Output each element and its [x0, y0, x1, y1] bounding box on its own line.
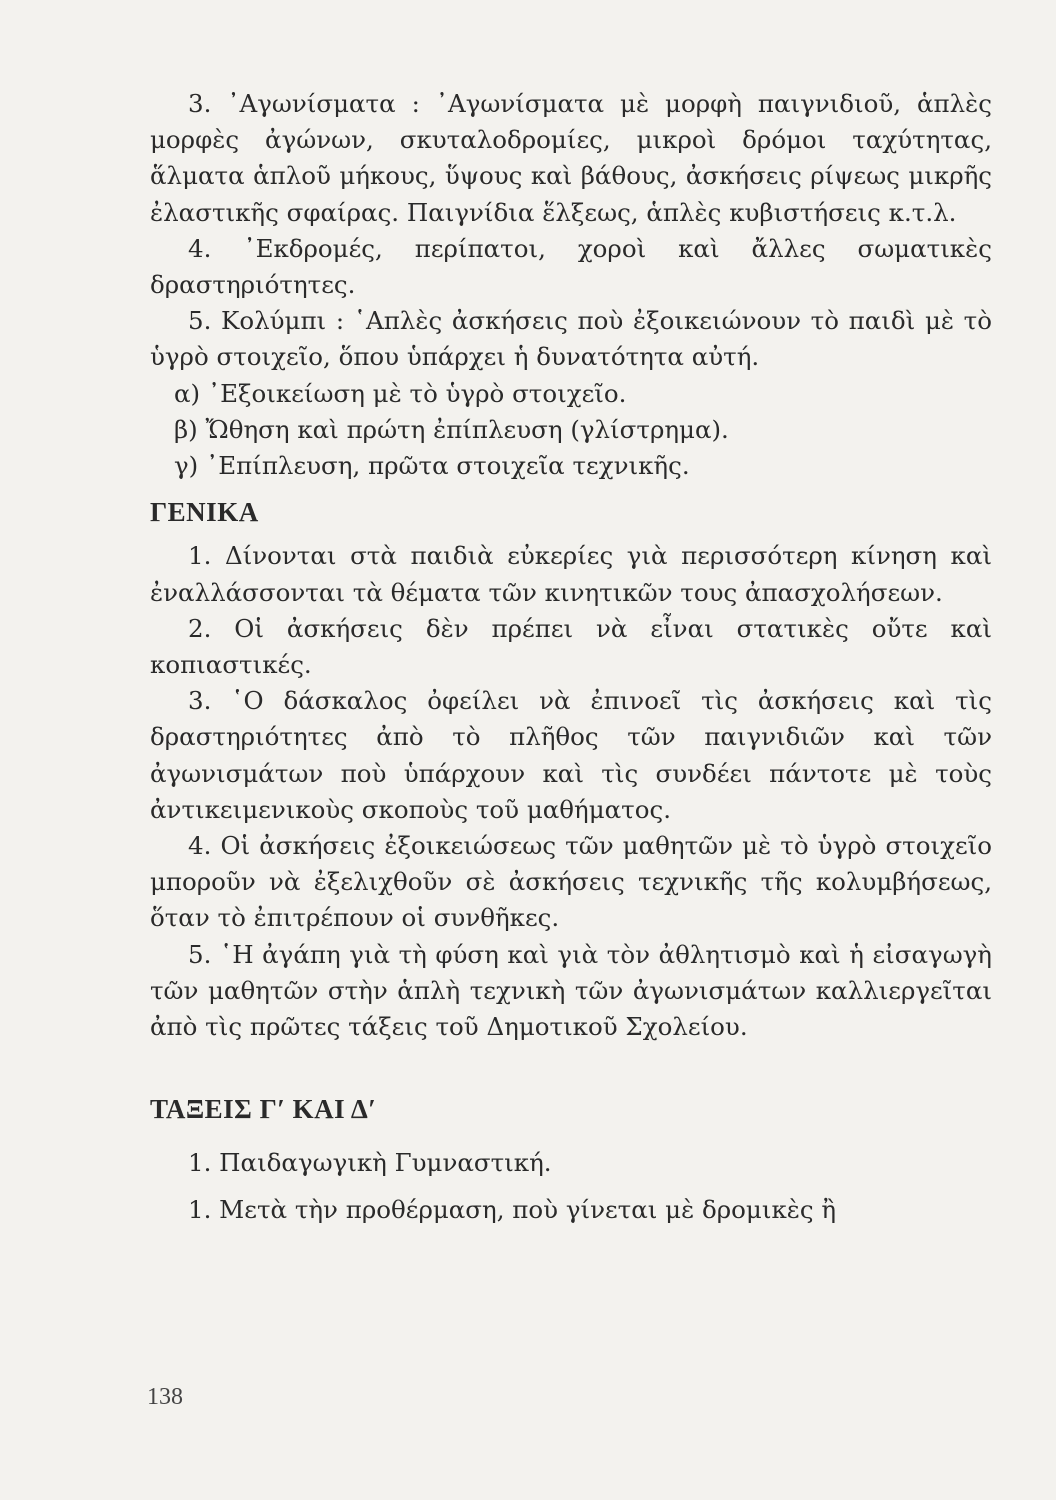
paragraph-kolympi: 5. Κολύμπι : ῾Απλὲς ἀσκήσεις ποὺ ἐξοικειώνουν τὸ παιδὶ μὲ τὸ ὑγρὸ στοιχεῖο, ὅπου ὑπάρχει ἡ δυνατότητα αὐτή.: [150, 306, 992, 372]
general-point-4: 4. Οἱ ἀσκήσεις ἐξοικειώσεως τῶν μαθητῶν μὲ τὸ ὑγρὸ στοιχεῖο μποροῦν νὰ ἐξελιχθοῦν σὲ ἀσκήσεις τεχνικῆς τῆς κολυμβήσεως, ὅταν τὸ ἐπιτρέπουν οἱ συνθῆκες.: [150, 831, 992, 933]
section-heading-genika: ΓΕΝΙΚΑ: [150, 497, 259, 528]
subitem-a: α) ᾿Εξοικείωση μὲ τὸ ὑγρὸ στοιχεῖο.: [174, 378, 627, 408]
text-block: [150, 86, 992, 1228]
general-point-3: 3. ῾Ο δάσκαλος ὀφείλει νὰ ἐπινοεῖ τὶς ἀσκήσεις καὶ τὶς δραστηριότητες ἀπὸ τὸ πλῆθος τῶν παιγνιδιῶν καὶ τῶν ἀγωνισμάτων ποὺ ὑπάρχουν καὶ τὶς συνδέει πάντοτε μὲ τοὺς ἀντικειμενικοὺς σκοποὺς τοῦ μαθήματος.: [150, 686, 992, 824]
general-point-5: 5. ῾Η ἀγάπη γιὰ τὴ φύση καὶ γιὰ τὸν ἀθλητισμὸ καὶ ἡ εἰσαγωγὴ τῶν μαθητῶν στὴν ἁπλὴ τεχνικὴ τῶν ἀγωνισμάτων καλλιεργεῖται ἀπὸ τὶς πρῶτες τάξεις τοῦ Δημοτικοῦ Σχολείου.: [150, 939, 992, 1042]
subitem-c: γ) ᾿Επίπλευση, πρῶτα στοιχεῖα τεχνικῆς.: [174, 451, 690, 481]
subsection-title: 1. Παιδαγωγικὴ Γυμναστική.: [188, 1148, 552, 1178]
paragraph-ekdromes: 4. ᾿Εκδρομές, περίπατοι, χοροὶ καὶ ἄλλες σωματικὲς δραστηριότητες.: [150, 233, 992, 300]
paragraph-agonismata: 3. ᾿Αγωνίσματα : ᾿Αγωνίσματα μὲ μορφὴ παιγνιδιοῦ, ἁπλὲς μορφὲς ἀγώνων, σκυταλοδρομίες, μικροὶ δρόμοι ταχύτητας, ἅλματα ἁπλοῦ μήκους, ὕψους καὶ βάθους, ἀσκήσεις ρίψεως μικρῆς ἐλαστικῆς σφαίρας. Παιγνίδια ἕλξεως, ἁπλὲς κυβιστήσεις κ.τ.λ.: [150, 89, 992, 227]
page-number: 138: [147, 1384, 183, 1410]
section-heading-taxeis: ΤΑΞΕΙΣ Γ′ ΚΑΙ Δ′: [150, 1094, 377, 1125]
subitem-b: β) Ὤθηση καὶ πρώτη ἐπίπλευση (γλίστρημα).: [174, 414, 729, 444]
general-point-1: 1. Δίνονται στὰ παιδιὰ εὐκερίες γιὰ περισσότερη κίνηση καὶ ἐναλλάσσονται τὰ θέματα τῶν κινητικῶν τους ἀπασχολήσεων.: [150, 541, 992, 607]
paragraph-continuation: 1. Μετὰ τὴν προθέρμαση, ποὺ γίνεται μὲ δρομικὲς ἢ: [188, 1194, 837, 1224]
general-point-2: 2. Οἱ ἀσκήσεις δὲν πρέπει νὰ εἶναι στατικὲς οὔτε καὶ κοπιαστικές.: [150, 613, 992, 680]
